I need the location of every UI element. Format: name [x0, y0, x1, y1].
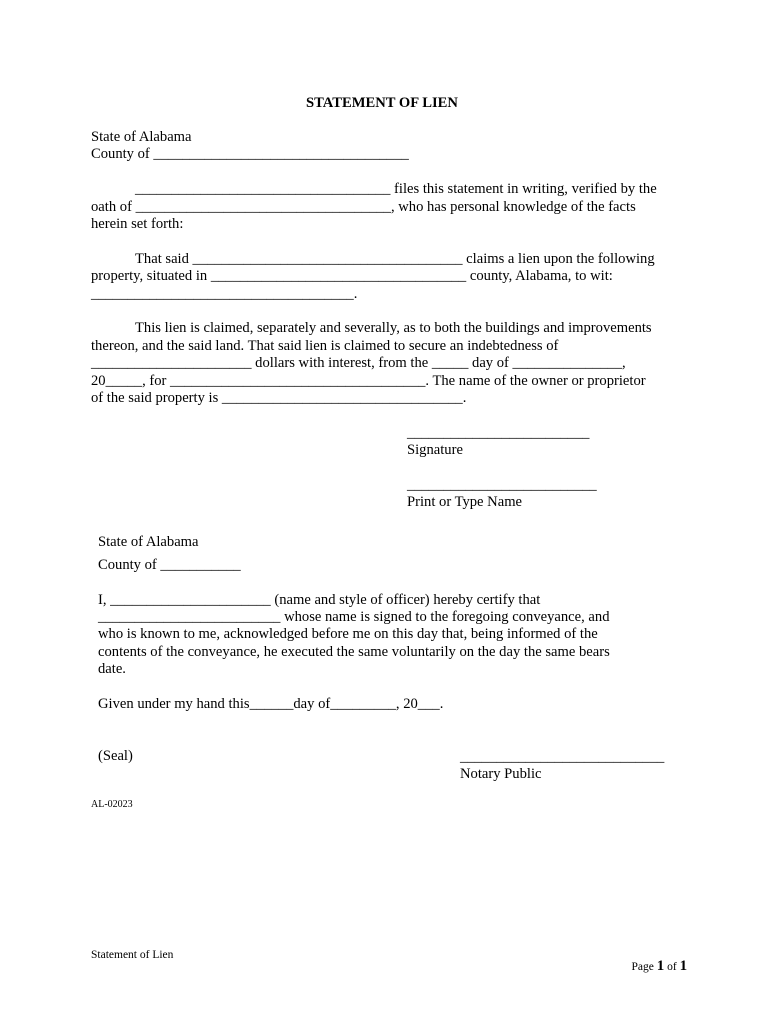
signature-line: _________________________	[407, 425, 590, 441]
para2-line2: property, situated in ___________________________________ county, Alabama, to wit:	[91, 268, 613, 284]
para1-line1: ___________________________________ files this statement in writing, verified by the	[135, 181, 657, 197]
para1-line2: oath of ___________________________________, who has personal knowledge of the facts	[91, 199, 636, 215]
ack-county: County of ___________	[98, 557, 241, 573]
ack-line1: I, ______________________ (name and style of officer) hereby certify that	[98, 592, 541, 608]
print-name-line: __________________________	[407, 477, 597, 493]
page-of: of	[664, 961, 680, 973]
para3-line4: 20_____, for ___________________________________. The name of the owner or proprietor	[91, 373, 646, 389]
form-code: AL-02023	[91, 799, 133, 810]
page-total: 1	[679, 958, 688, 974]
para3-line2: thereon, and the said land. That said lien is claimed to secure an indebtedness of	[91, 338, 559, 354]
page-number: 1	[656, 958, 665, 974]
document-title: STATEMENT OF LIEN	[306, 95, 458, 111]
para1-line3: herein set forth:	[91, 216, 184, 232]
page-indicator	[620, 946, 687, 987]
ack-line3: who is known to me, acknowledged before me on this day that, being informed of the	[98, 626, 598, 642]
seal-label: (Seal)	[98, 748, 133, 764]
para3-line3: ______________________ dollars with interest, from the _____ day of _______________,	[91, 355, 626, 371]
header-state: State of Alabama	[91, 129, 192, 145]
header-county: County of ___________________________________	[91, 146, 409, 162]
ack-line5: date.	[98, 661, 126, 677]
para2-line1: That said _____________________________________ claims a lien upon the following	[135, 251, 655, 267]
page-prefix: Page	[631, 961, 657, 973]
footer-title: Statement of Lien	[91, 949, 174, 961]
para3-line5: of the said property is _________________________________.	[91, 390, 467, 406]
signature-label: Signature	[407, 442, 463, 458]
notary-label: Notary Public	[460, 766, 542, 782]
ack-given: Given under my hand this______day of_________, 20___.	[98, 696, 444, 712]
ack-line2: _________________________ whose name is signed to the foregoing conveyance, and	[98, 609, 610, 625]
para2-line3: ____________________________________.	[91, 286, 358, 302]
para3-line1: This lien is claimed, separately and severally, as to both the buildings and improvements	[135, 320, 652, 336]
ack-line4: contents of the conveyance, he executed the same voluntarily on the day the same bears	[98, 644, 610, 660]
notary-line: ____________________________	[460, 749, 665, 765]
ack-state: State of Alabama	[98, 534, 199, 550]
print-name-label: Print or Type Name	[407, 494, 523, 510]
